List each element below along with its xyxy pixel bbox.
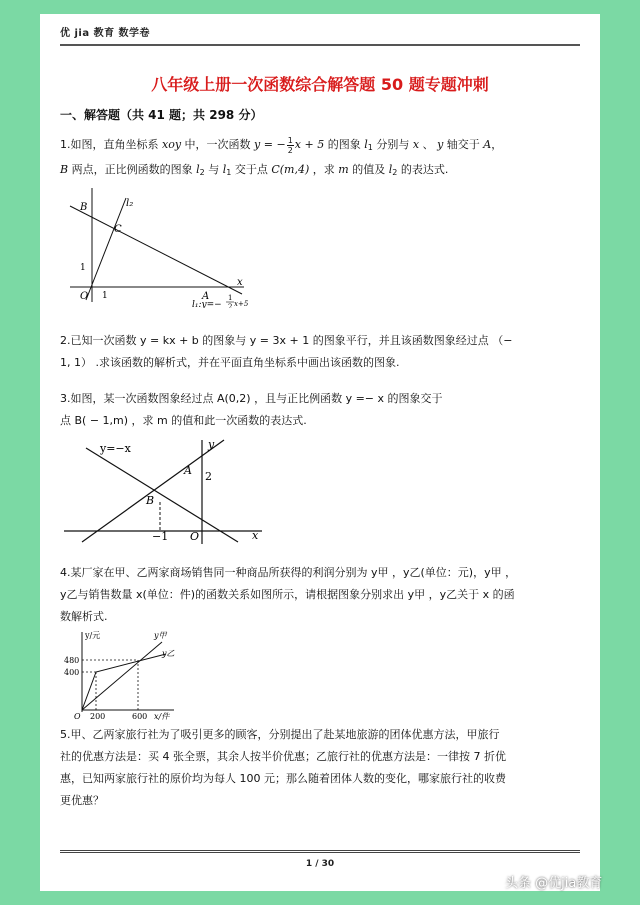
q3-graph — [62, 436, 272, 546]
q5-line-3: 惠，已知两家旅行社的原价均为每人 100 元；那么随着团体人数的变化，哪家旅行社的收费 — [60, 772, 506, 785]
q1-math: xoy — [162, 138, 182, 151]
label-x: x — [252, 529, 259, 542]
header-rule — [60, 44, 580, 46]
label-O: O — [80, 291, 89, 302]
q1-line-1 — [60, 134, 582, 159]
q3-line-2: 点 B( − 1,m) ，求 m 的值和此一次函数的表达式. — [60, 414, 307, 427]
x-axis-label: x/件 — [154, 712, 170, 720]
q1-text: 的图象 — [327, 138, 361, 151]
tick-600: 600 — [132, 712, 148, 720]
frac-denominator: 2 — [287, 145, 293, 155]
q1-math: C(m,4) — [271, 163, 310, 176]
page-number: 1 / 30 — [305, 859, 335, 869]
label-O: O — [74, 712, 81, 720]
footer-rule — [60, 850, 580, 853]
q1-text: 中，一次函数 — [184, 138, 251, 151]
q1-text: 与 — [208, 163, 220, 176]
q1-subscript: 2 — [392, 168, 398, 177]
q1-fraction — [287, 136, 294, 155]
question-3 — [60, 388, 582, 432]
line-through-A — [82, 440, 224, 542]
label-O: O — [190, 530, 200, 543]
label-C: C — [114, 224, 122, 235]
q1-text: 分别与 — [376, 138, 410, 151]
line-y-yi — [82, 654, 166, 710]
header-label: 优 jia 教育 数学卷 — [60, 28, 151, 39]
label-B: B — [80, 202, 88, 213]
section-heading: 一、解答题（共 41 题；共 298 分） — [60, 108, 263, 122]
q1-text: 两点，正比例函数的图象 — [71, 163, 193, 176]
question-5 — [60, 724, 582, 812]
q5-line-1: 5.甲、乙两家旅行社为了吸引更多的顾客，分别提出了赴某地旅游的团体优惠方法，甲旅行 — [60, 728, 500, 741]
question-4 — [60, 562, 582, 628]
q2-line-2: 1, 1） .求该函数的解析式，并在平面直角坐标系中画出该函数的图象. — [60, 356, 400, 369]
tick-480: 480 — [64, 656, 80, 665]
q1-line-2 — [60, 159, 582, 184]
q4-line-1: 4.某厂家在甲、乙两家商场销售同一种商品所获得的利润分别为 y甲 ，y乙(单位：元)，y甲 ， — [60, 566, 517, 579]
label-A: A — [184, 464, 192, 477]
tick-2: 2 — [205, 470, 212, 483]
question-1 — [60, 134, 582, 184]
q1-graph — [62, 182, 248, 308]
l1-equation-tail: x+5 — [234, 300, 248, 308]
q1-math: A — [483, 138, 492, 151]
label-l2: l₂ — [126, 198, 134, 209]
q1-subscript: 2 — [199, 168, 205, 177]
question-2 — [60, 330, 582, 374]
tick-400: 400 — [64, 668, 80, 677]
label-y: y — [208, 438, 215, 451]
label-y-jia: y甲 — [154, 631, 167, 640]
tick-1-x: 1 — [102, 291, 108, 301]
q1-text: 轴交于 — [446, 138, 480, 151]
l1-frac-den: 2 — [228, 303, 233, 308]
q1-text: 交于点 — [234, 163, 268, 176]
q5-line-4: 更优惠？ — [60, 794, 104, 807]
q1-math: y = − — [254, 138, 286, 151]
tick-1-y: 1 — [80, 263, 86, 273]
q1-math: l — [196, 163, 200, 176]
tick-neg1: −1 — [152, 530, 169, 543]
q1-math: l — [388, 163, 393, 176]
document-sheet — [40, 14, 603, 891]
l1-frac-num: 1 — [228, 294, 233, 302]
q1-math: y — [437, 138, 444, 151]
l1-equation: l₁:y=− — [192, 300, 222, 308]
label-x: x — [237, 277, 243, 288]
q1-math: B — [60, 163, 69, 176]
label-y-neg-x: y=−x — [100, 442, 131, 455]
q4-line-2: y乙与销售数量 x(单位：件)的函数关系如图所示，请根据图象分别求出 y甲 ，y乙关于 x 的函 — [60, 588, 515, 601]
frac-numerator: 1 — [287, 135, 293, 145]
q1-math: x + 5 — [294, 138, 325, 151]
q1-text: 1.如图，直角坐标系 — [60, 138, 159, 151]
q4-figure — [62, 628, 182, 720]
label-y-yi: y乙 — [162, 649, 175, 658]
line-y-neg-x — [86, 448, 238, 542]
q1-figure — [62, 182, 248, 308]
label-B: B — [146, 494, 155, 507]
q1-math: l — [364, 138, 368, 151]
line-l1 — [70, 206, 242, 294]
q1-text: ， — [491, 138, 503, 151]
q1-text: 、 — [422, 138, 434, 151]
q3-line-1: 3.如图，某一次函数图象经过点 A(0,2) ，且与正比例函数 y =− x 的图象交于 — [60, 392, 443, 405]
page-title: 八年级上册一次函数综合解答题 50 题专题冲刺 — [151, 75, 489, 94]
q1-text: ，求 — [312, 163, 335, 176]
label-A: A — [202, 291, 210, 302]
q1-math: l — [222, 163, 227, 176]
watermark: 头条 @优jia教育 — [505, 876, 603, 891]
q1-subscript: 1 — [226, 168, 232, 177]
q2-line-1: 2.已知一次函数 y = kx + b 的图象与 y = 3x + 1 的图象平行，并且该函数图象经过点 （− — [60, 334, 513, 347]
q4-line-3: 数解析式. — [60, 610, 108, 623]
y-axis-label: y/元 — [85, 631, 101, 640]
q1-subscript: 1 — [367, 143, 373, 152]
q5-line-2: 社的优惠方法是：买 4 张全票，其余人按半价优惠；乙旅行社的优惠方法是：一律按 7 折优 — [60, 750, 506, 763]
q4-graph — [62, 628, 182, 720]
q1-math: m — [338, 163, 349, 176]
q1-text: 的表达式. — [400, 163, 449, 176]
q3-figure — [62, 436, 272, 546]
q1-math: x — [412, 138, 420, 151]
q1-text: 的值及 — [352, 163, 386, 176]
tick-200: 200 — [90, 712, 106, 720]
